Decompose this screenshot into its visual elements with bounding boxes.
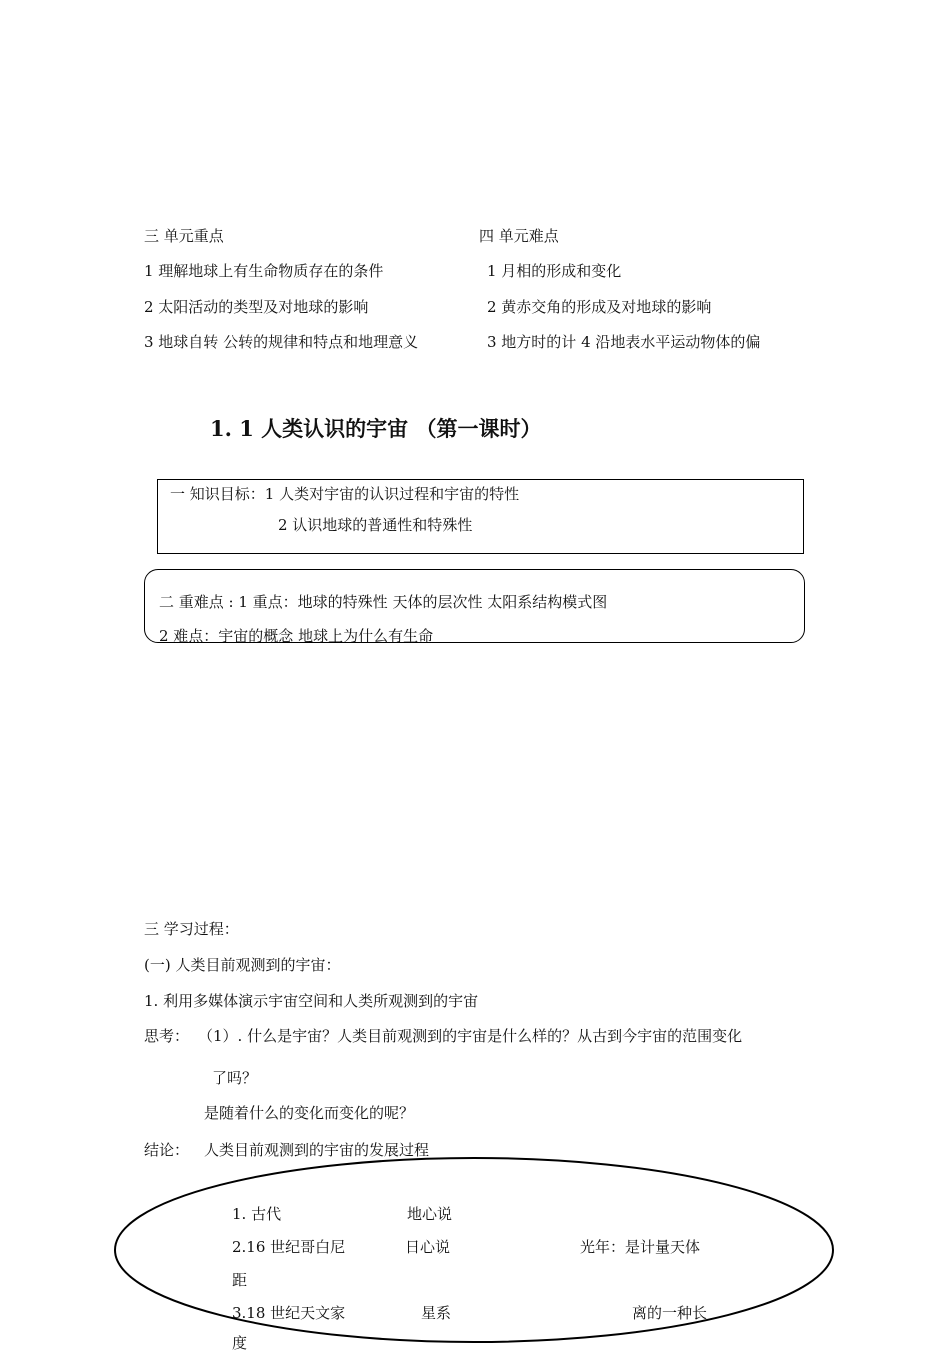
think-continuation: 了吗？ [212, 1069, 258, 1087]
key-points-line: 2 难点：宇宙的概念 地球上为什么有生命 [159, 627, 434, 645]
unit-difficult-item: 3 地方时的计 4 沿地表水平运动物体的偏 [487, 333, 761, 351]
think-text: （1）. 什么是宇宙？人类目前观测到的宇宙是什么样的？从古到今宇宙的范围变化 [198, 1027, 743, 1045]
conclusion-text: 人类目前观测到的宇宙的发展过程 [204, 1141, 430, 1159]
section-heading: (一) 人类目前观测到的宇宙： [144, 956, 341, 974]
unit-key-item: 2 太阳活动的类型及对地球的影响 [144, 298, 369, 316]
unit-key-item: 3 地球自转 公转的规律和特点和地理意义 [144, 333, 419, 351]
unit-difficult-heading: 四 单元难点 [479, 227, 559, 245]
ellipse-row-right: 光年：是计量天体 [580, 1238, 701, 1256]
ellipse-row-mid: 日心说 [405, 1238, 451, 1256]
ellipse-row-left: 3.18 世纪天文家 [232, 1304, 346, 1322]
ellipse-row-left: 1. 古代 [232, 1205, 282, 1223]
unit-key-item: 1 理解地球上有生命物质存在的条件 [144, 262, 384, 280]
key-points-line: 二 重难点 : 1 重点：地球的特殊性 天体的层次性 太阳系结构模式图 [159, 593, 608, 611]
objectives-line: 一 知识目标：1 人类对宇宙的认识过程和宇宙的特性 [170, 485, 520, 503]
conclusion-label: 结论： [144, 1141, 190, 1159]
ellipse-row-right: 离的一种长 [632, 1304, 708, 1322]
unit-difficult-item: 1 月相的形成和变化 [487, 262, 622, 280]
ellipse-row-mid: 地心说 [407, 1205, 453, 1223]
lesson-title: 1. 1 人类认识的宇宙 （第一课时） [210, 416, 542, 441]
ellipse-row-left: 度 [232, 1334, 248, 1352]
objectives-line: 2 认识地球的普通性和特殊性 [278, 516, 473, 534]
process-item: 1. 利用多媒体演示宇宙空间和人类所观测到的宇宙 [144, 992, 479, 1010]
ellipse-row-left: 2.16 世纪哥白尼 [232, 1238, 346, 1256]
ellipse-row-left: 距 [232, 1271, 248, 1289]
process-heading: 三 学习过程： [144, 920, 239, 938]
think-label: 思考： [144, 1027, 190, 1045]
unit-key-heading: 三 单元重点 [144, 227, 224, 245]
think-question: 是随着什么的变化而变化的呢？ [204, 1104, 415, 1122]
ellipse-row-mid: 星系 [421, 1304, 452, 1322]
unit-difficult-item: 2 黄赤交角的形成及对地球的影响 [487, 298, 712, 316]
